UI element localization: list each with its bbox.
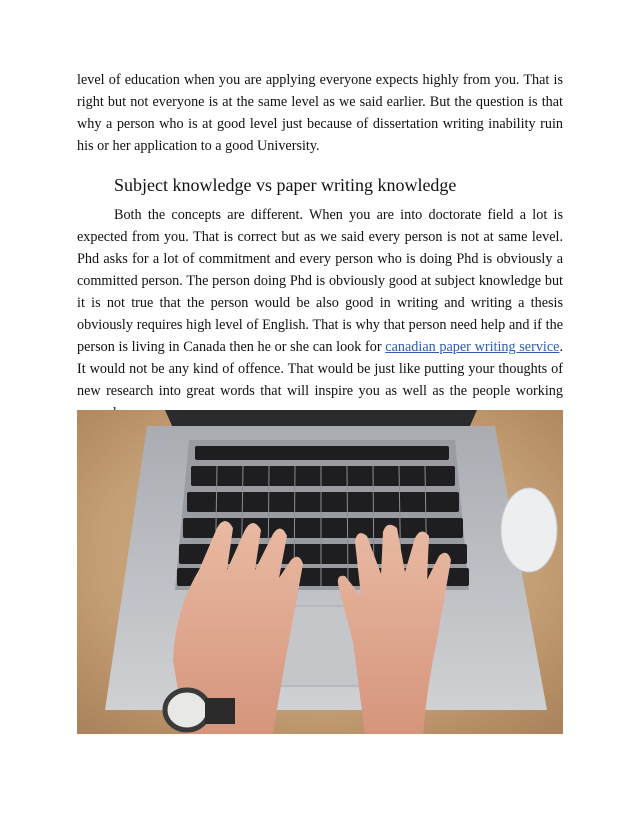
paragraph-text-before: Both the concepts are different. When you are into doctorate field a lot is expected from you. That is correct but as we said every person is not at same level. Phd asks for a lot of commitment and every person who is doing Phd is obviously a committed person. The person doing Phd is obviously good at subject knowledge but it is not true that the person would be also good in writing and writing a thesis obviously requires high level of English. That is why that person need help and if the person is living in Canada then he or she can look for (77, 207, 563, 355)
canadian-paper-writing-service-link[interactable]: canadian paper writing service (385, 339, 560, 355)
body-paragraph-1: level of education when you are applying everyone expects highly from you. That is right but not everyone is at the same level as we said earlier. But the question is that why a person who is at good level just because of dissertation writing inability ruin his or her application to a good University. (77, 72, 563, 154)
laptop-typing-photo (77, 410, 563, 734)
paragraph-text-after: . It would not be any kind of offence. That would be just like putting your thoughts of new research into great words that will inspire you as well as the people working (77, 339, 563, 399)
section-heading: Subject knowledge vs paper writing knowledge (114, 175, 457, 195)
body-paragraph-2 (77, 204, 563, 424)
